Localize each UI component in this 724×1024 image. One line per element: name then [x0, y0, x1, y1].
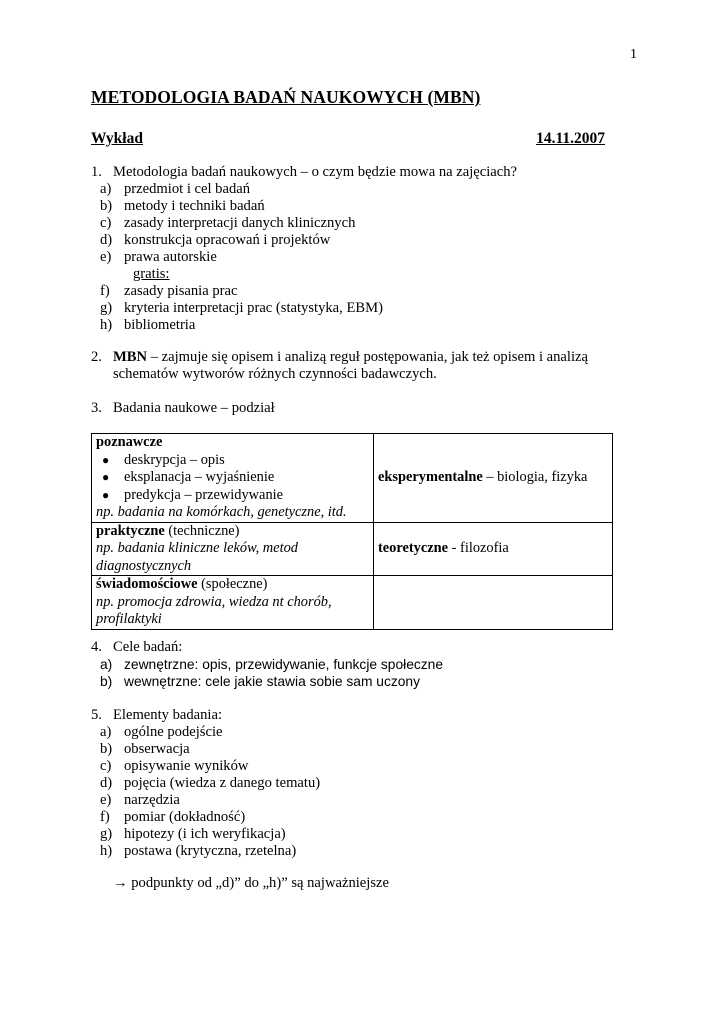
cell-text: – biologia, fizyka — [482, 469, 588, 485]
item-text: zewnętrzne: opis, przewidywanie, funkcje społeczne — [124, 657, 444, 672]
section-heading-text: Metodologia badań naukowych – o czym będzie mowa na zajęciach? — [113, 164, 518, 180]
item-label: c) — [100, 215, 112, 231]
bullet-text: eksplanacja – wyjaśnienie — [124, 469, 275, 485]
list-item — [91, 656, 621, 673]
list-item — [91, 724, 621, 741]
section-4-list — [91, 656, 621, 690]
list-item — [91, 758, 621, 775]
item-label: d) — [100, 775, 113, 791]
cell-note: np. badania na komórkach, genetyczne, itd. — [96, 504, 347, 520]
table-cell-cognitive — [92, 434, 374, 523]
table-cell-theoretical — [374, 522, 613, 576]
table-cell-empty — [374, 576, 613, 630]
bullet-icon: ● — [102, 487, 110, 502]
item-label: a) — [100, 181, 112, 197]
bullet-item — [96, 469, 369, 487]
item-label: b) — [100, 198, 113, 214]
item-label: e) — [100, 792, 112, 808]
section-5-heading — [91, 707, 621, 724]
list-item — [91, 673, 621, 690]
list-item — [91, 283, 621, 300]
lecture-header — [91, 130, 605, 147]
list-item — [91, 181, 621, 198]
key-points-note — [113, 875, 389, 892]
section-number: 2. — [91, 349, 102, 365]
item-text: kryteria interpretacji prac (statystyka, EBM) — [124, 300, 383, 316]
list-item — [91, 215, 621, 232]
item-text: metody i techniki badań — [124, 198, 265, 214]
cell-title: eksperymentalne — [378, 469, 483, 485]
lecture-label: Wykład — [91, 130, 143, 147]
item-text: pomiar (dokładność) — [124, 809, 246, 825]
section-1 — [91, 164, 621, 334]
cell-title: teoretyczne — [378, 540, 449, 556]
item-text: zasady interpretacji danych klinicznych — [124, 215, 356, 231]
list-item — [91, 741, 621, 758]
section-4-heading — [91, 639, 621, 656]
list-item — [91, 775, 621, 792]
bullet-list — [96, 452, 369, 505]
list-item — [91, 826, 621, 843]
item-label: e) — [100, 249, 112, 265]
bullet-item — [96, 452, 369, 470]
bullet-text: deskrypcja – opis — [124, 451, 225, 468]
lecture-date: 14.11.2007 — [536, 130, 605, 147]
gratis-label — [91, 266, 621, 283]
bullet-icon: ● — [102, 470, 110, 484]
section-heading-text: Cele badań: — [113, 639, 183, 655]
document-title: METODOLOGIA BADAŃ NAUKOWYCH (MBN) — [91, 87, 481, 107]
item-text: opisywanie wyników — [124, 758, 249, 774]
section-1-list — [91, 181, 621, 334]
gratis-text: gratis: — [133, 266, 170, 282]
list-item — [91, 792, 621, 809]
item-text: pojęcia (wiedza z danego tematu) — [124, 775, 321, 791]
list-item — [91, 232, 621, 249]
cell-title: poznawcze — [96, 434, 163, 450]
bullet-icon: ● — [102, 452, 110, 467]
research-types-table — [91, 433, 613, 630]
cell-note: profilaktyki — [96, 611, 162, 627]
list-item — [91, 809, 621, 826]
section-1-heading — [91, 164, 621, 181]
item-text: postawa (krytyczna, rzetelna) — [124, 843, 297, 859]
cell-title: praktyczne — [96, 522, 165, 539]
section-5-list — [91, 724, 621, 860]
cell-note: np. promocja zdrowia, wiedza nt chorób, — [96, 593, 332, 610]
list-item — [91, 249, 621, 266]
item-text: obserwacja — [124, 741, 190, 757]
cell-note: np. badania kliniczne leków, metod — [96, 540, 298, 556]
right-arrow-icon: → — [113, 875, 128, 891]
section-heading-text: Elementy badania: — [113, 707, 223, 723]
section-number: 3. — [91, 400, 102, 416]
item-label: b) — [100, 741, 113, 757]
cell-suffix: (techniczne) — [164, 522, 240, 539]
table-row — [92, 522, 613, 576]
item-text: bibliometria — [124, 317, 196, 333]
section-number: 5. — [91, 707, 102, 723]
note-text: podpunkty od „d)” do „h)” są najważniejsze — [127, 875, 389, 891]
table-cell-awareness — [92, 576, 374, 630]
item-label: f) — [100, 809, 110, 825]
item-label: h) — [100, 317, 113, 333]
item-label: d) — [100, 232, 113, 248]
item-label: c) — [100, 758, 112, 774]
item-text: hipotezy (i ich weryfikacja) — [124, 826, 286, 842]
item-text: zasady pisania prac — [124, 283, 238, 299]
item-text: przedmiot i cel badań — [124, 181, 251, 197]
item-label: b) — [100, 674, 113, 689]
item-label: a) — [100, 657, 113, 672]
item-label: g) — [100, 826, 113, 842]
item-label: f) — [100, 283, 110, 299]
cell-title: świadomościowe — [96, 576, 198, 592]
item-label: a) — [100, 724, 112, 740]
table-cell-practical — [92, 522, 374, 576]
section-number: 1. — [91, 164, 102, 180]
list-item — [91, 198, 621, 215]
table-row — [92, 434, 613, 523]
cell-note: diagnostycznych — [96, 557, 192, 574]
cell-text: - filozofia — [448, 540, 509, 556]
mbn-abbreviation: MBN — [113, 349, 148, 365]
section-heading-text: Badania naukowe – podział — [113, 400, 275, 416]
item-text: ogólne podejście — [124, 724, 223, 740]
section-3 — [91, 400, 621, 417]
bullet-item — [96, 487, 369, 505]
item-text: narzędzia — [124, 792, 180, 808]
item-text: prawa autorskie — [124, 249, 217, 265]
item-text: wewnętrzne: cele jakie stawia sobie sam uczony — [124, 674, 421, 689]
item-label: g) — [100, 300, 113, 316]
section-2-line-2: schematów wytworów różnych czynności badawczych. — [113, 366, 437, 382]
item-text: konstrukcja opracowań i projektów — [124, 232, 331, 248]
cell-suffix: (społeczne) — [197, 576, 268, 592]
page-number: 1 — [630, 47, 637, 62]
section-2-line-1 — [91, 349, 621, 366]
bullet-text: predykcja – przewidywanie — [124, 486, 284, 503]
section-number: 4. — [91, 639, 102, 655]
list-item — [91, 843, 621, 860]
list-item — [91, 300, 621, 317]
section-2 — [91, 349, 621, 383]
item-label: h) — [100, 843, 113, 859]
section-2-text: – zajmuje się opisem i analizą reguł postępowania, jak też opisem i analizą — [147, 349, 588, 365]
section-5 — [91, 707, 621, 860]
list-item — [91, 317, 621, 334]
table-row — [92, 576, 613, 630]
table-cell-experimental — [374, 434, 613, 523]
section-4 — [91, 639, 621, 690]
